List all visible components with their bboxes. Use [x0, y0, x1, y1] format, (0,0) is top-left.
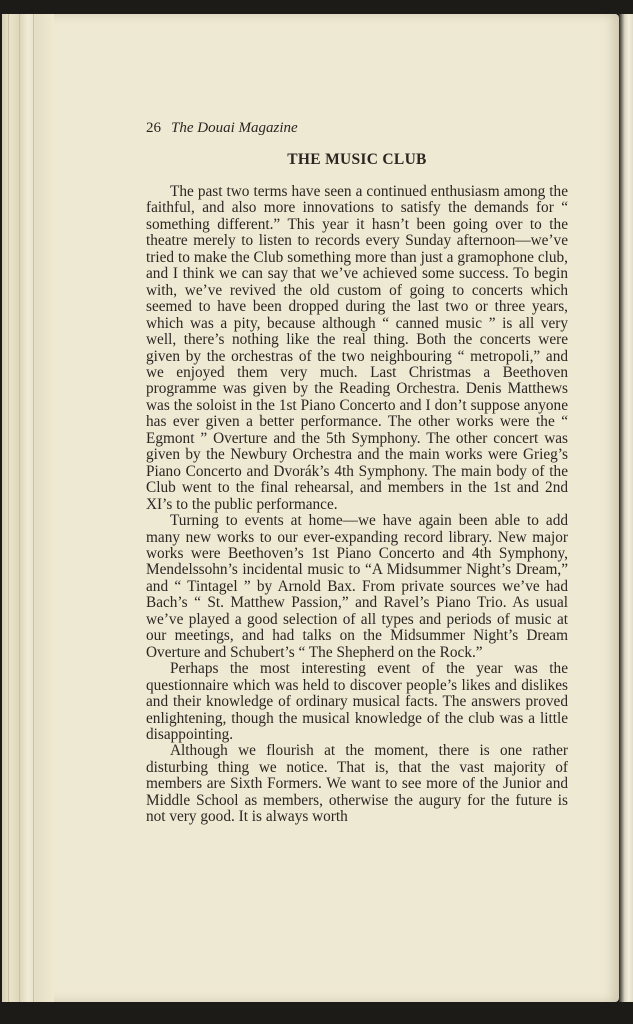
paragraph-membership: Although we flourish at the moment, there is one rather disturbing thing we notice. That is, that the vast majority of members are Sixth Formers. We want to see more of the Junior and Middle School as members, otherwise the augury for the future is not very good. It is always worth [146, 742, 568, 826]
page-content [146, 118, 568, 826]
gutter-line [8, 14, 9, 1002]
running-head [146, 118, 568, 138]
magazine-page [2, 14, 619, 1002]
gutter-line [19, 14, 20, 1002]
paragraph-record-library: Turning to events at home—we have again been able to add many new works to our ever-expanding record library. New major works were Beethoven’s 1st Piano Concerto and 4th Symphony, Mendelssohn’s incidental music to “A Midsummer Night’s Dream,” and “ Tintagel ” by Arnold Bax. From private sources we’ve had Bach’s “ St. Matthew Passion,” and Ravel’s Piano Trio. As usual we’ve played a good selection of all types and periods of music at our meetings, and had talks on the Midsummer Night’s Dream Overture and Schubert’s “ The Shepherd on the Rock.” [146, 512, 568, 661]
journal-title: The Douai Magazine [171, 120, 298, 136]
paragraph-questionnaire: Perhaps the most interesting event of the year was the questionnaire which was held to discover people’s likes and dislikes and their knowledge of ordinary musical facts. The answers proved enlightening, though the musical knowledge of the club was a little disappointing. [146, 660, 568, 743]
page-number: 26 [146, 120, 161, 136]
book-edge [619, 14, 633, 1002]
gutter-line [33, 14, 34, 1002]
page-gutter [2, 14, 54, 1002]
paragraph-concerts: The past two terms have seen a continued enthusiasm among the faithful, and also more innovations to satisfy the demands for “ something different.” This year it hasn’t been going over to the theatre merely to listen to records every Sunday afternoon—we’ve tried to make the Club something more than just a gramophone club, and I think we can say that we’ve achieved some success. To begin with, we’ve revived the old custom of going to concerts which seemed to have been dropped during the last two or three years, which was a pity, because although “ canned music ” is all very well, there’s nothing like the real thing. Both the concerts were given by the orchestras of the two neighbouring “ metropoli,” and we enjoyed them very much. Last Christmas a Beethoven programme was given by the Reading Orchestra. Denis Matthews was the soloist in the 1st Piano Concerto and I don’t suppose anyone has ever given a better performance. The other works were the “ Egmont ” Overture and the 5th Symphony. The other concert was given by the Newbury Orchestra and the main works were Grieg’s Piano Concerto and Dvorák’s 4th Symphony. The main body of the Club went to the final rehearsal, and members in the 1st and 2nd XI’s to the public performance. [146, 183, 568, 513]
article-title: THE MUSIC CLUB [287, 151, 427, 168]
